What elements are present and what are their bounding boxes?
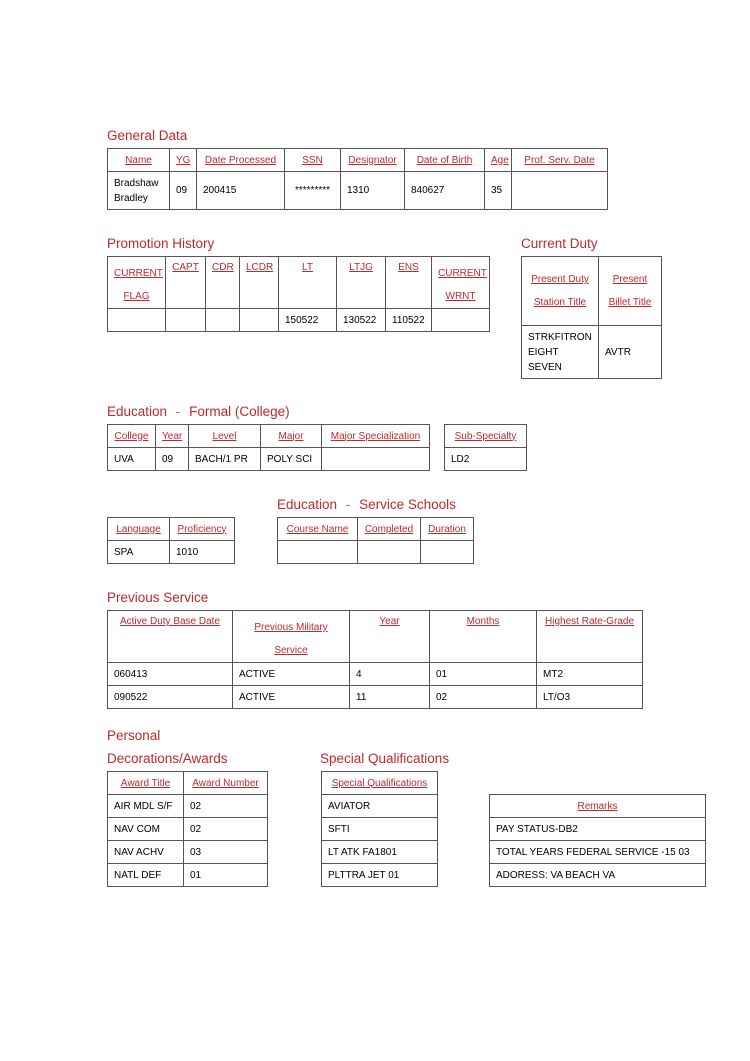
header-year: Year (350, 611, 430, 663)
table-row: 060413 ACTIVE 4 01 MT2 (108, 663, 643, 686)
lcdr-cell (240, 309, 279, 332)
table-row: SFTI (322, 818, 438, 841)
prof-serv-date-cell (512, 172, 608, 210)
header-year: Year (156, 425, 189, 448)
header-award-number: Award Number (184, 772, 268, 795)
current-wrnt-cell (432, 309, 490, 332)
decorations-title: Decorations/Awards (107, 751, 228, 766)
header-highest-rate-grade: Highest Rate-Grade (537, 611, 643, 663)
table-row: NAV COM 02 (108, 818, 268, 841)
dob-cell: 840627 (405, 172, 485, 210)
general-data-table (107, 148, 608, 210)
name-line-1: Bradshaw (114, 177, 159, 189)
date-processed-cell: 200415 (197, 172, 285, 210)
header-college: College (108, 425, 156, 448)
proficiency-cell: 1010 (170, 541, 235, 564)
header-active-duty-base-date: Active Duty Base Date (108, 611, 233, 663)
header-name: Name (108, 149, 170, 172)
completed-cell (358, 541, 421, 564)
language-cell: SPA (108, 541, 170, 564)
header-present-billet: Present Billet Title (599, 257, 662, 326)
header-yg: YG (170, 149, 197, 172)
promotion-history-table (107, 256, 490, 332)
sub-specialty-table (444, 424, 527, 471)
header-major-specialization: Major Specialization (322, 425, 430, 448)
remarks-table (489, 794, 706, 887)
header-capt: CAPT (166, 257, 206, 309)
decorations-table (107, 771, 268, 887)
major-specialization-cell (322, 448, 430, 471)
header-ssn: SSN (285, 149, 341, 172)
education-formal-table (107, 424, 430, 471)
capt-cell (166, 309, 206, 332)
station-cell: STRKFITRON EIGHT SEVEN (522, 326, 599, 379)
header-age: Age (485, 149, 512, 172)
education-service-title: Education - Service Schools (277, 497, 456, 512)
header-date-of-birth: Date of Birth (405, 149, 485, 172)
header-current-wrnt: CURRENT WRNT (432, 257, 490, 309)
header-award-title: Award Title (108, 772, 184, 795)
duration-cell (421, 541, 474, 564)
header-previous-military-service: Previous Military Service (233, 611, 350, 663)
billet-cell: AVTR (599, 326, 662, 379)
ltjg-cell: 130522 (337, 309, 386, 332)
header-ens: ENS (386, 257, 432, 309)
header-lt: LT (279, 257, 337, 309)
designator-cell: 1310 (341, 172, 405, 210)
table-row: ADORESS: VA BEACH VA (490, 864, 706, 887)
cdr-cell (206, 309, 240, 332)
lt-cell: 150522 (279, 309, 337, 332)
current-flag-cell (108, 309, 166, 332)
header-prof-serv-date: Prof. Serv. Date (512, 149, 608, 172)
college-cell: UVA (108, 448, 156, 471)
year-cell: 09 (156, 448, 189, 471)
yg-cell: 09 (170, 172, 197, 210)
name-cell (108, 172, 170, 210)
ens-cell: 110522 (386, 309, 432, 332)
header-present-duty-station: Present Duty Station Title (522, 257, 599, 326)
special-qualifications-title: Special Qualifications (320, 751, 450, 766)
header-ltjg: LTJG (337, 257, 386, 309)
table-row: LT ATK FA1801 (322, 841, 438, 864)
level-cell: BACH/1 PR (189, 448, 261, 471)
header-lcdr: LCDR (240, 257, 279, 309)
table-row: NAV ACHV 03 (108, 841, 268, 864)
header-sub-specialty: Sub-Specialty (445, 425, 527, 448)
table-row: PLTTRA JET 01 (322, 864, 438, 887)
previous-service-title: Previous Service (107, 590, 209, 605)
sub-specialty-cell: LD2 (445, 448, 527, 471)
header-language: Language (108, 518, 170, 541)
promotion-history-title: Promotion History (107, 236, 215, 251)
table-row: NATL DEF 01 (108, 864, 268, 887)
current-duty-table (521, 256, 662, 379)
header-designator: Designator (341, 149, 405, 172)
major-cell: POLY SCI (261, 448, 322, 471)
name-line-2: Bradley (114, 192, 148, 204)
table-row: 090522 ACTIVE 11 02 LT/O3 (108, 686, 643, 709)
header-date-processed: Date Processed (197, 149, 285, 172)
table-row: AVIATOR (322, 795, 438, 818)
header-level: Level (189, 425, 261, 448)
header-major: Major (261, 425, 322, 448)
header-duration: Duration (421, 518, 474, 541)
table-row: TOTAL YEARS FEDERAL SERVICE -15 03 (490, 841, 706, 864)
header-course-name: Course Name (278, 518, 358, 541)
header-cdr: CDR (206, 257, 240, 309)
table-row: PAY STATUS-DB2 (490, 818, 706, 841)
education-service-table (277, 517, 474, 564)
general-data-title: General Data (107, 128, 188, 143)
age-cell: 35 (485, 172, 512, 210)
special-qualifications-table (321, 771, 438, 887)
education-formal-title: Education - Formal (College) (107, 404, 290, 419)
header-current-flag: CURRENT FLAG (108, 257, 166, 309)
language-table (107, 517, 235, 564)
ssn-cell: ********* (285, 172, 341, 210)
header-proficiency: Proficiency (170, 518, 235, 541)
table-row: AIR MDL S/F 02 (108, 795, 268, 818)
course-name-cell (278, 541, 358, 564)
current-duty-title: Current Duty (521, 236, 598, 251)
previous-service-table (107, 610, 643, 709)
personal-title: Personal (107, 728, 161, 743)
header-completed: Completed (358, 518, 421, 541)
header-months: Months (430, 611, 537, 663)
header-special-qualifications: Special Qualifications (322, 772, 438, 795)
header-remarks: Remarks (490, 795, 706, 818)
